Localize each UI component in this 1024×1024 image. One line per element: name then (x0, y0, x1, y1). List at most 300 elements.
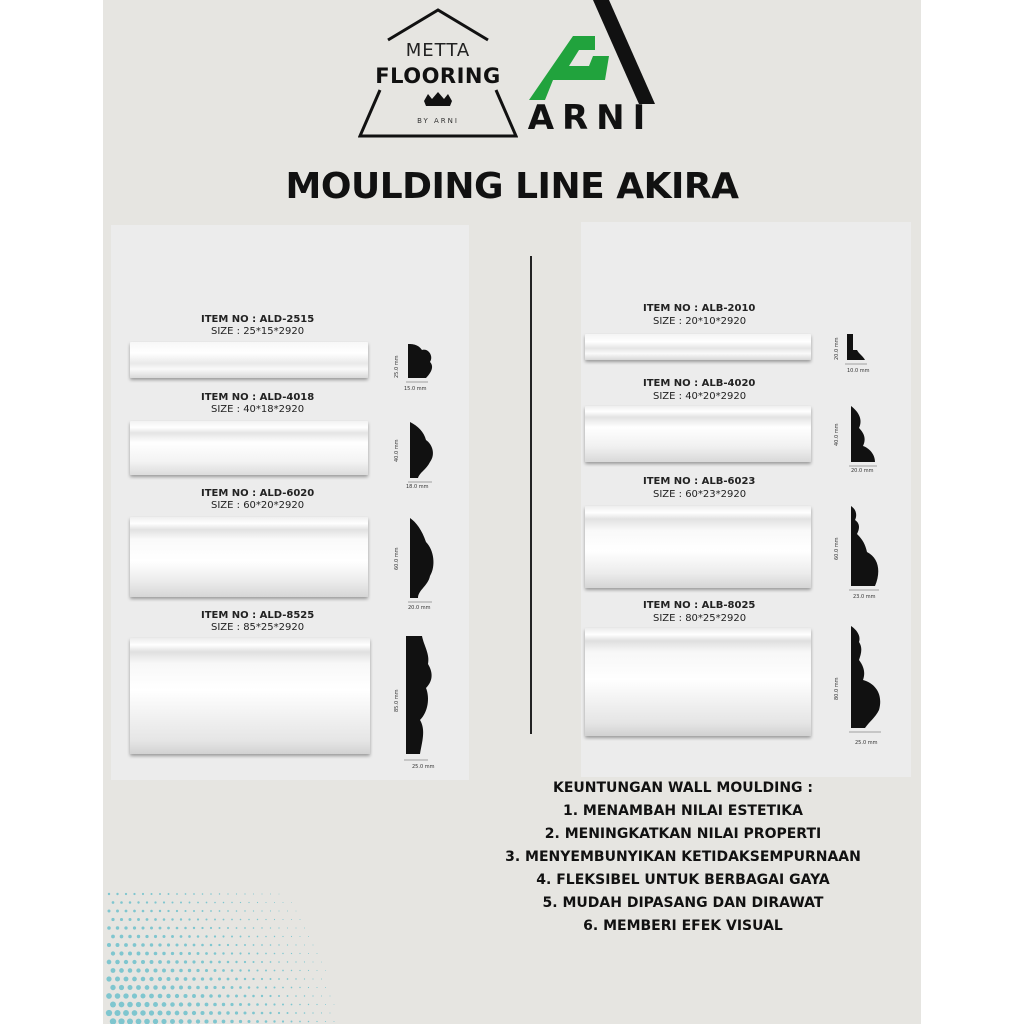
decorative-dot (248, 902, 249, 903)
decorative-dot (204, 1019, 208, 1023)
decorative-dot (167, 927, 170, 930)
metta-main-text: FLOORING (375, 64, 501, 88)
profile-width-label: 20.0 mm (408, 605, 431, 611)
decorative-dot (274, 919, 275, 920)
profile-width-label: 20.0 mm (851, 468, 874, 474)
decorative-dot (201, 944, 204, 947)
decorative-dot (175, 960, 178, 963)
decorative-dot (158, 943, 161, 946)
metta-by-text: BY ARNI (417, 117, 459, 125)
decorative-dot (299, 936, 300, 937)
decorative-dot (180, 902, 182, 904)
decorative-dot (291, 970, 292, 971)
decorative-dot (127, 1002, 133, 1008)
decorative-dot (316, 1004, 317, 1005)
decorative-dot (116, 943, 120, 947)
molding-photo (130, 421, 368, 475)
decorative-dot (124, 943, 128, 947)
decorative-dot (278, 995, 280, 997)
decorative-dot (295, 995, 297, 997)
decorative-dot (137, 901, 139, 903)
decorative-dot (129, 901, 132, 904)
item-number: ITEM NO : ALD-8525 (201, 610, 315, 621)
decorative-dot (244, 1012, 247, 1015)
decorative-dot (239, 1020, 242, 1023)
decorative-dot (153, 1002, 158, 1007)
molding-photo (585, 334, 811, 360)
benefit-item: 4. FLEKSIBEL UNTUK BERBAGAI GAYA (536, 872, 830, 888)
decorative-dot (192, 994, 196, 998)
decorative-dot (188, 918, 190, 920)
decorative-dot (299, 987, 300, 988)
decorative-dot (162, 935, 165, 938)
decorative-dot (112, 901, 115, 904)
decorative-dot (132, 1010, 138, 1016)
decorative-dot (257, 902, 258, 903)
decorative-dot (187, 1019, 192, 1024)
decorative-dot (149, 1010, 154, 1015)
decorative-dot (128, 968, 133, 973)
decorative-dot (145, 968, 149, 972)
item-size: SIZE : 20*10*2920 (653, 316, 747, 327)
item-size: SIZE : 60*23*2920 (653, 489, 747, 500)
decorative-dot (157, 1010, 162, 1015)
profile-width-label: 15.0 mm (404, 386, 427, 392)
decorative-dot (111, 951, 115, 955)
decorative-dot (227, 893, 228, 894)
decorative-dot (299, 970, 300, 971)
decorative-dot (227, 910, 229, 912)
decorative-dot (257, 936, 259, 938)
decorative-dot (325, 987, 326, 988)
decorative-dot (227, 961, 230, 964)
decorative-dot (291, 919, 292, 920)
decorative-dot (192, 977, 196, 981)
decorative-dot (253, 893, 254, 894)
decorative-dot (162, 952, 165, 955)
decorative-dot (184, 944, 187, 947)
decorative-dot (187, 1002, 191, 1006)
decorative-dot (124, 926, 127, 929)
decorative-dot (205, 935, 207, 937)
decorative-dot (270, 978, 272, 980)
item-number: ITEM NO : ALB-8025 (643, 600, 756, 611)
decorative-dot (218, 978, 221, 981)
decorative-dot (127, 1018, 133, 1024)
decorative-dot (230, 1003, 233, 1006)
decorative-dot (240, 936, 242, 938)
decorative-dot (149, 994, 154, 999)
decorative-dot (137, 935, 140, 938)
decorative-dot (171, 918, 173, 920)
item-size: SIZE : 40*20*2920 (653, 391, 747, 402)
profile-height-label: 60.0 mm (394, 547, 400, 570)
decorative-dot (149, 977, 153, 981)
decorative-dot (278, 961, 280, 963)
decorative-dot (196, 1003, 200, 1007)
decorative-dot (171, 969, 175, 973)
decorative-dot (244, 995, 247, 998)
decorative-dot (124, 960, 128, 964)
decorative-dot (299, 953, 300, 954)
decorative-dot (150, 927, 153, 930)
decorative-dot (193, 927, 195, 929)
profile-height-label: 20.0 mm (834, 337, 840, 360)
decorative-dot (244, 944, 246, 946)
decorative-dot (244, 961, 246, 963)
decorative-dot (136, 968, 140, 972)
decorative-dot (273, 1003, 275, 1005)
decorative-dot (150, 960, 154, 964)
decorative-dot (142, 910, 145, 913)
decorative-dot (214, 952, 217, 955)
decorative-dot (270, 961, 272, 963)
decorative-dot (176, 910, 178, 912)
profile-width-label: 23.0 mm (853, 594, 876, 600)
decorative-dot (163, 901, 165, 903)
decorative-dot (197, 902, 199, 904)
decorative-dot (226, 1011, 229, 1014)
decorative-dot (296, 928, 297, 929)
decorative-dot (261, 978, 263, 980)
decorative-dot (287, 978, 289, 980)
decorative-dot (154, 952, 158, 956)
decorative-dot (304, 944, 305, 945)
decorative-dot (304, 995, 305, 996)
decorative-dot (253, 927, 255, 929)
decorative-dot (128, 935, 132, 939)
decorative-dot (304, 1012, 306, 1014)
decorative-dot (179, 986, 183, 990)
decorative-dot (162, 985, 166, 989)
decorative-dot (235, 978, 238, 981)
decorative-dot (107, 943, 111, 947)
decorative-dot (188, 986, 192, 990)
decorative-dot (189, 902, 191, 904)
decorative-dot (159, 910, 161, 912)
decorative-dot (193, 944, 196, 947)
decorative-dot (223, 919, 225, 921)
decorative-dot (192, 1011, 196, 1015)
benefit-item: 5. MUDAH DIPASANG DAN DIRAWAT (542, 895, 824, 911)
decorative-dot (146, 918, 149, 921)
decorative-dot (312, 1012, 313, 1013)
decorative-dot (118, 1018, 124, 1024)
decorative-dot (120, 918, 123, 921)
item-size: SIZE : 85*25*2920 (211, 622, 305, 633)
decorative-dot (137, 952, 141, 956)
decorative-dot (108, 910, 111, 913)
decorative-dot (107, 960, 112, 965)
decorative-dot (231, 902, 232, 903)
decorative-dot (179, 969, 183, 973)
decorative-dot (205, 918, 207, 920)
decorative-dot (312, 961, 313, 962)
decorative-dot (115, 960, 120, 965)
decorative-dot (235, 944, 237, 946)
decorative-dot (116, 893, 118, 895)
decorative-dot (144, 1019, 150, 1024)
decorative-dot (154, 918, 157, 921)
decorative-dot (265, 1020, 268, 1023)
decorative-dot (124, 977, 129, 982)
decorative-dot (201, 994, 205, 998)
decorative-dot (226, 994, 229, 997)
decorative-dot (133, 943, 137, 947)
decorative-dot (321, 979, 322, 980)
benefit-item: 3. MENYEMBUNYIKAN KETIDAKSEMPURNAAN (505, 849, 861, 865)
decorative-dot (150, 893, 152, 895)
decorative-dot (171, 935, 174, 938)
decorative-dot (176, 927, 179, 930)
decorative-dot (193, 910, 195, 912)
decorative-dot (235, 995, 238, 998)
decorative-dot (257, 953, 259, 955)
decorative-dot (325, 1004, 326, 1005)
decorative-dot (184, 927, 187, 930)
decorative-dot (168, 893, 170, 895)
decorative-dot (170, 1019, 175, 1024)
decorative-dot (261, 910, 262, 911)
decorative-dot (257, 919, 258, 920)
decorative-dot (184, 910, 186, 912)
decorative-dot (136, 1019, 142, 1024)
decorative-dot (283, 902, 284, 903)
decorative-dot (132, 977, 137, 982)
decorative-dot (136, 1002, 141, 1007)
decorative-dot (295, 944, 296, 945)
item-number: ITEM NO : ALD-2515 (201, 314, 315, 325)
decorative-dot (171, 901, 173, 903)
benefits-list (463, 777, 903, 938)
decorative-dot (170, 1002, 175, 1007)
decorative-dot (270, 927, 271, 928)
decorative-dot (120, 901, 123, 904)
decorative-dot (274, 987, 276, 989)
decorative-dot (316, 987, 317, 988)
decorative-dot (219, 893, 220, 894)
profile-width-label: 25.0 mm (855, 740, 878, 746)
decorative-dot (325, 1021, 326, 1022)
decorative-dot (175, 1011, 180, 1016)
decorative-dot (202, 893, 204, 895)
decorative-dot (274, 936, 275, 937)
decorative-dot (183, 1011, 187, 1015)
item-size: SIZE : 80*25*2920 (653, 613, 747, 624)
item-size: SIZE : 25*15*2920 (211, 326, 305, 337)
decorative-dot (230, 1020, 233, 1023)
decorative-dot (210, 910, 212, 912)
decorative-dot (218, 944, 220, 946)
decorative-dot (205, 1003, 209, 1007)
decorative-dot (179, 952, 182, 955)
decorative-dot (213, 1003, 217, 1007)
decorative-dot (196, 986, 200, 990)
decorative-dot (137, 918, 140, 921)
decorative-dot (317, 970, 318, 971)
decorative-dot (192, 960, 195, 963)
decorative-dot (287, 944, 288, 945)
decorative-dot (299, 1021, 301, 1023)
molding-photo (130, 638, 370, 754)
decorative-dot (146, 901, 148, 903)
decorative-dot (261, 944, 263, 946)
decorative-dot (116, 926, 119, 929)
decorative-dot (218, 1011, 222, 1015)
benefit-item: 1. MENAMBAH NILAI ESTETIKA (563, 803, 803, 819)
profile-height-label: 85.0 mm (394, 689, 400, 712)
decorative-dot (110, 985, 115, 990)
decorative-dot (107, 926, 111, 930)
decorative-dot (261, 995, 263, 997)
decorative-dot (111, 918, 114, 921)
decorative-dot (184, 960, 187, 963)
decorative-dot (188, 952, 191, 955)
catalog-sheet (103, 0, 921, 1024)
decorative-dot (239, 986, 242, 989)
arni-logo (523, 0, 658, 142)
decorative-dot (133, 926, 136, 929)
decorative-dot (308, 987, 309, 988)
decorative-dot (265, 902, 266, 903)
decorative-dot (145, 985, 150, 990)
decorative-dot (278, 927, 279, 928)
decorative-dot (282, 919, 283, 920)
decorative-dot (317, 953, 318, 954)
decorative-dot (214, 919, 216, 921)
decorative-dot (295, 961, 296, 962)
decorative-dot (231, 969, 234, 972)
decorative-dot (236, 910, 238, 912)
decorative-dot (287, 911, 288, 912)
decorative-dot (141, 977, 146, 982)
decorative-dot-pattern (103, 890, 343, 1024)
benefit-item: 2. MENINGKATKAN NILAI PROPERTI (544, 826, 822, 842)
decorative-dot (210, 944, 213, 947)
decorative-dot (256, 969, 258, 971)
decorative-dot (227, 978, 230, 981)
decorative-dot (111, 935, 115, 939)
decorative-dot (295, 1012, 297, 1014)
decorative-dot (175, 994, 179, 998)
decorative-dot (162, 969, 166, 973)
decorative-dot (231, 986, 234, 989)
decorative-dot (214, 935, 216, 937)
decorative-dot (170, 985, 174, 989)
decorative-dot (247, 1020, 250, 1023)
decorative-dot (205, 969, 208, 972)
decorative-dot (197, 952, 200, 955)
decorative-dot (218, 994, 221, 997)
decorative-dot (321, 1012, 322, 1013)
decorative-dot (325, 970, 326, 971)
decorative-dot (304, 961, 305, 962)
decorative-dot (274, 953, 276, 955)
decorative-dot (282, 1004, 284, 1006)
decorative-dot (308, 953, 309, 954)
decorative-dot (248, 936, 250, 938)
decorative-dot (291, 902, 292, 903)
benefits-heading: KEUNTUNGAN WALL MOULDING : (552, 780, 814, 796)
panel-divider (530, 256, 532, 734)
decorative-dot (248, 919, 250, 921)
decorative-dot (252, 995, 255, 998)
molding-photo (585, 506, 811, 588)
decorative-dot (270, 910, 271, 911)
item-number: ITEM NO : ALB-4020 (643, 378, 756, 389)
decorative-dot (244, 927, 246, 929)
decorative-dot (295, 978, 296, 979)
decorative-dot (239, 969, 241, 971)
profile-width-label: 10.0 mm (847, 368, 870, 374)
decorative-dot (253, 944, 255, 946)
decorative-dot (119, 968, 124, 973)
decorative-dot (270, 894, 271, 895)
decorative-dot (312, 978, 313, 979)
decorative-dot (218, 927, 220, 929)
decorative-dot (248, 969, 250, 971)
decorative-dot (265, 936, 267, 938)
decorative-dot (330, 996, 331, 997)
decorative-dot (291, 936, 292, 937)
decorative-dot (239, 1003, 242, 1006)
decorative-dot (244, 910, 245, 911)
decorative-dot (223, 902, 225, 904)
decorative-dot (116, 910, 119, 913)
decorative-dot (300, 919, 301, 920)
decorative-dot (119, 1002, 125, 1008)
decorative-dot (132, 993, 137, 998)
profile-height-label: 80.0 mm (834, 677, 840, 700)
decorative-dot (167, 960, 171, 964)
decorative-dot (184, 977, 188, 981)
decorative-dot (209, 977, 212, 980)
decorative-dot (150, 943, 153, 946)
decorative-dot (158, 960, 162, 964)
profile-height-label: 40.0 mm (834, 423, 840, 446)
decorative-dot (108, 893, 110, 895)
decorative-dot (161, 1019, 166, 1024)
decorative-dot (140, 1010, 145, 1015)
decorative-dot (296, 911, 297, 912)
decorative-dot (291, 1004, 293, 1006)
item-number: ITEM NO : ALB-2010 (643, 303, 756, 314)
decorative-dot (218, 961, 221, 964)
decorative-dot (111, 968, 116, 973)
decorative-dot (308, 1021, 310, 1023)
item-number: ITEM NO : ALD-4018 (201, 392, 315, 403)
decorative-dot (176, 893, 178, 895)
decorative-dot (269, 1012, 271, 1014)
decorative-dot (119, 951, 123, 955)
arni-text: ARNI (527, 98, 654, 138)
profile-height-label: 60.0 mm (834, 537, 840, 560)
decorative-dot (127, 985, 132, 990)
page-title: MOULDING LINE AKIRA (285, 166, 739, 207)
decorative-dot (180, 935, 183, 938)
decorative-dot (313, 945, 314, 946)
decorative-dot (278, 910, 279, 911)
decorative-dot (123, 993, 128, 998)
decorative-dot (287, 1012, 289, 1014)
decorative-dot (154, 935, 157, 938)
decorative-dot (222, 952, 224, 954)
decorative-dot (240, 902, 241, 903)
decorative-dot (106, 1010, 112, 1016)
decorative-dot (179, 1002, 183, 1006)
decorative-dot (133, 893, 135, 895)
decorative-dot (141, 943, 145, 947)
